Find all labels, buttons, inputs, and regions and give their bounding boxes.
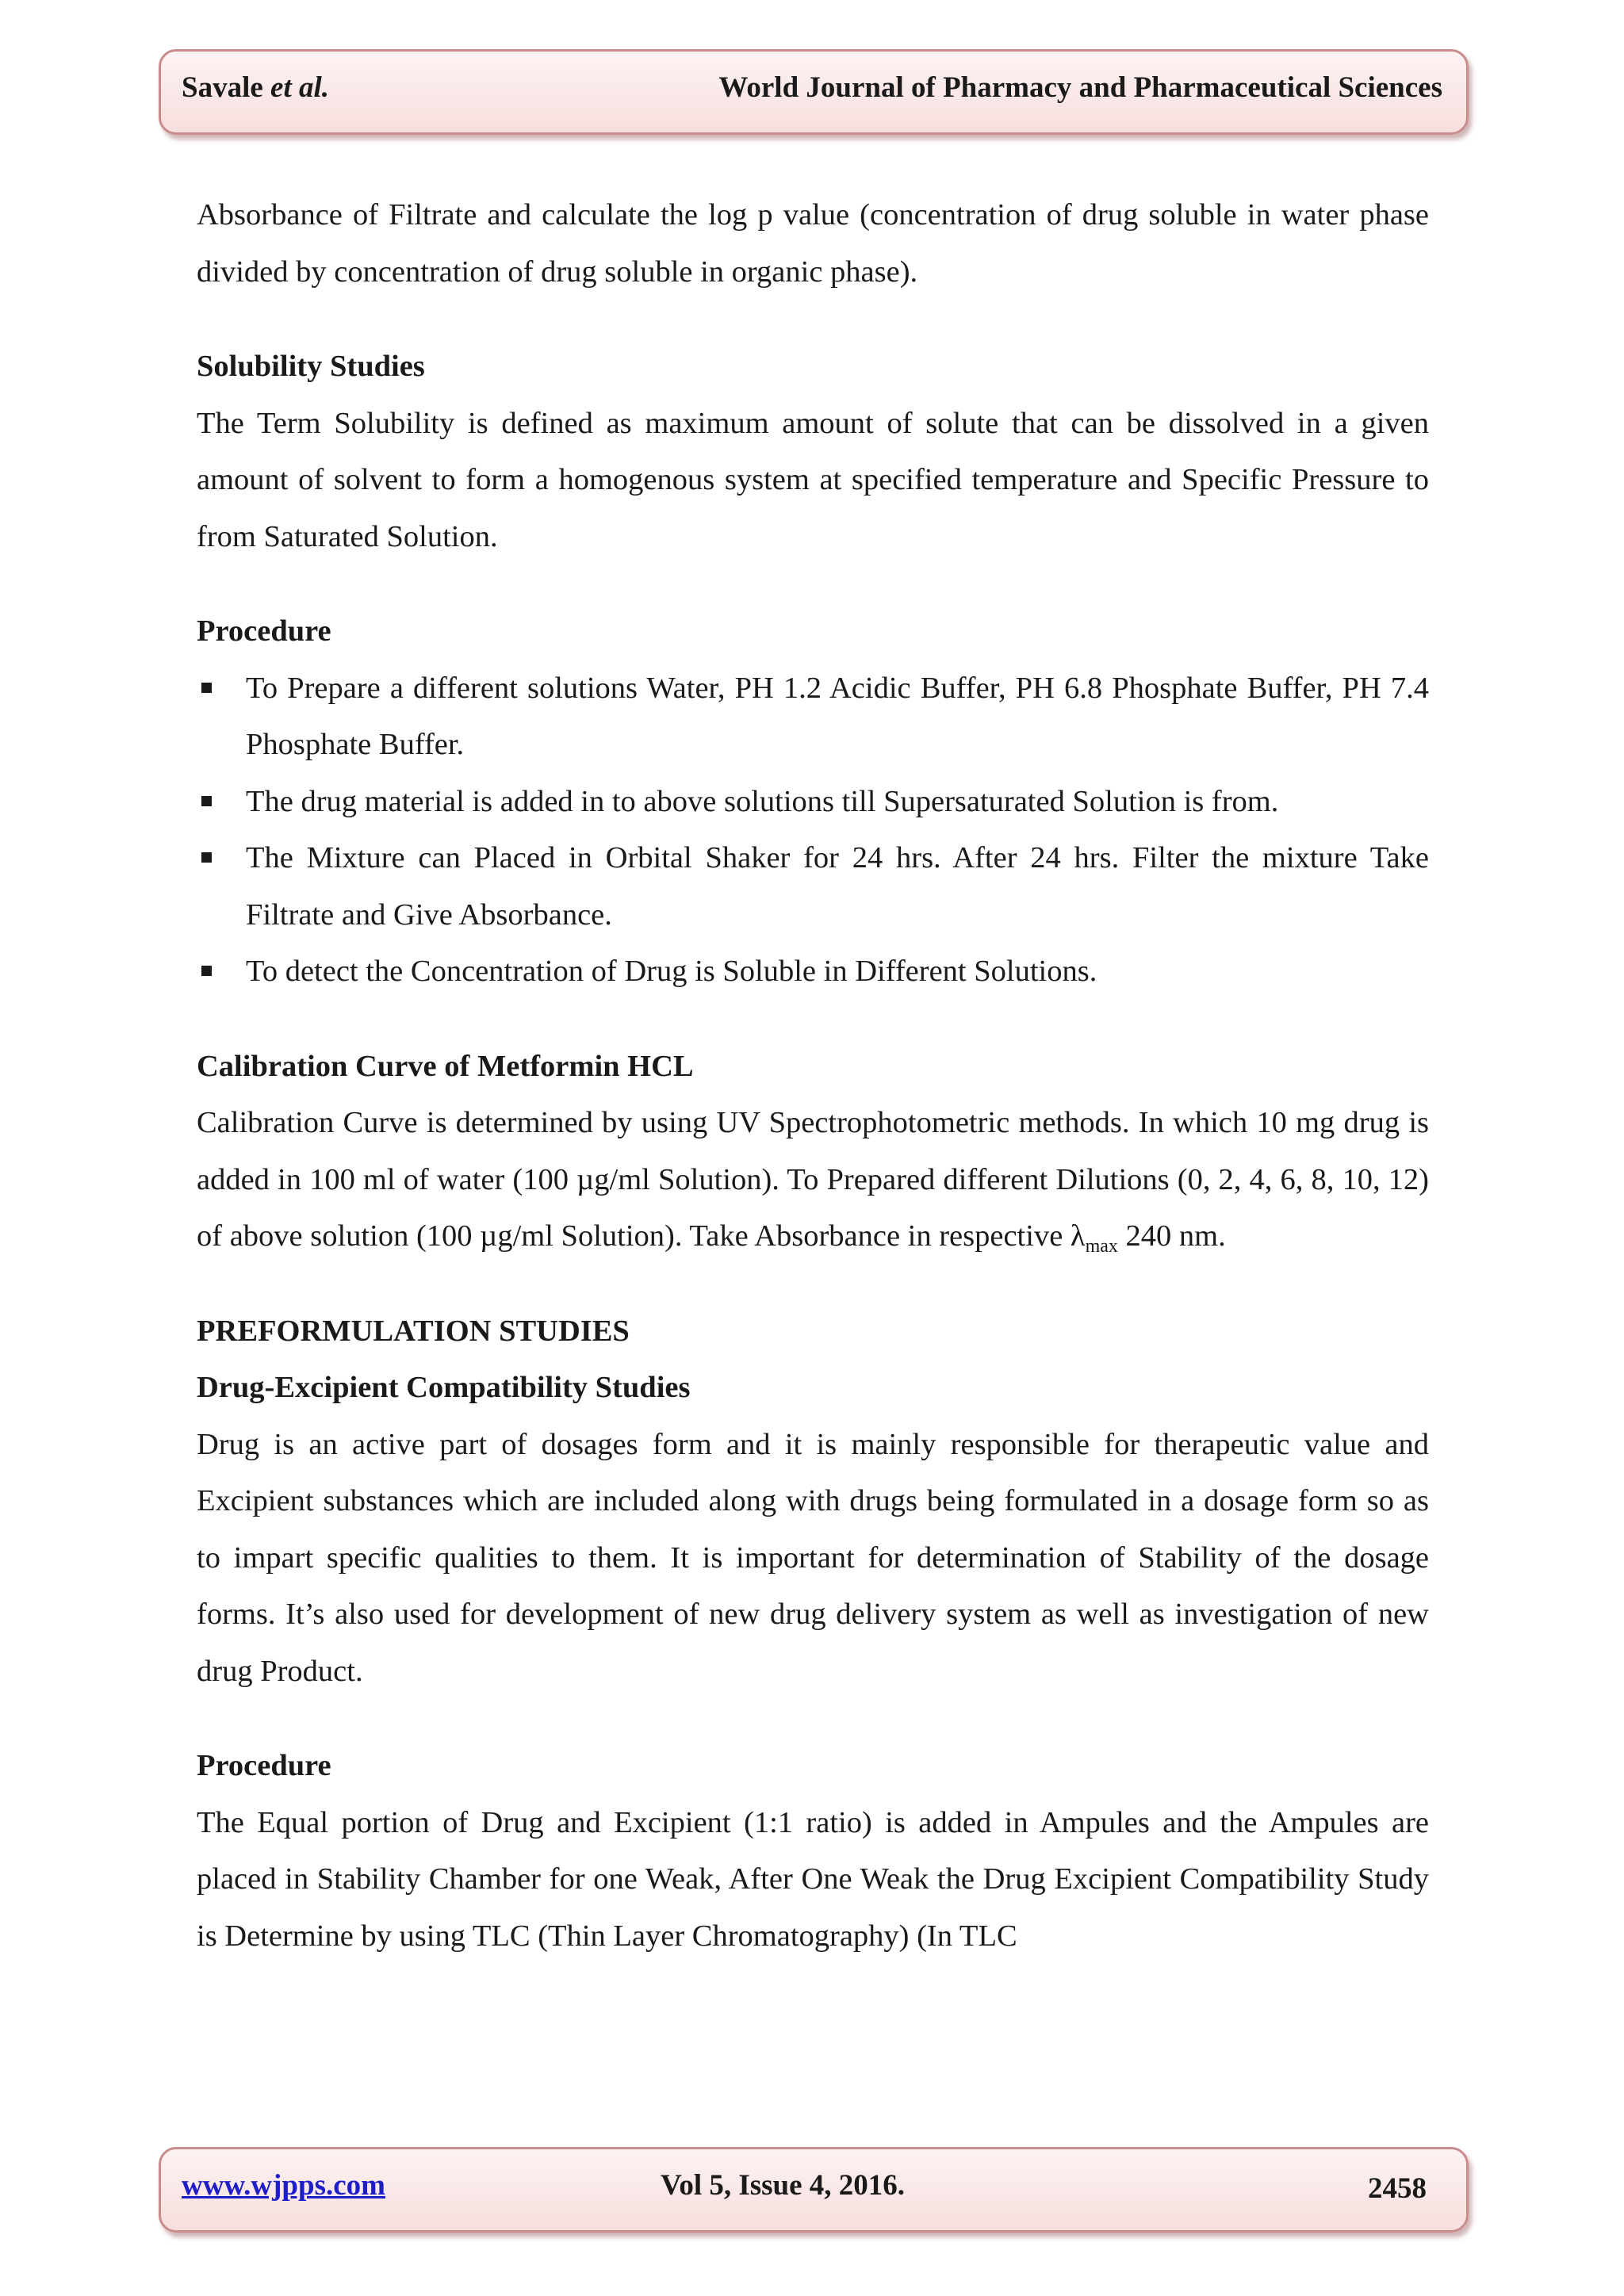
calibration-wavelength: 240 nm. (1117, 1219, 1226, 1253)
article-body (197, 187, 1429, 1965)
list-item-text: The drug material is added in to above solutions till Supersaturated Solution is from. (246, 784, 1279, 818)
section-gap (197, 1265, 1429, 1303)
section-gap (197, 1001, 1429, 1039)
page-footer (159, 2147, 1469, 2233)
list-item (197, 774, 1429, 831)
square-bullet-icon (201, 966, 212, 976)
page-number: 2458 (1368, 2172, 1427, 2205)
page-header (159, 49, 1469, 135)
section-heading-preformulation: PREFORMULATION STUDIES (197, 1314, 630, 1348)
journal-title: World Journal of Pharmacy and Pharmaceutical Sciences (718, 71, 1442, 104)
volume-issue: Vol 5, Issue 4, 2016. (661, 2169, 906, 2202)
calibration-text: Calibration Curve is determined by using UV Spectrophotometric methods. In which 10 mg drug is added in 100 ml of water (100 µg/ml Solution). To Prepared different Dilutions (0, 2, 4, 6, 8, 10, 12) of above solution (100 µg/ml Solution). Take Absorbance in respective λ (197, 1106, 1429, 1253)
compatibility-paragraph: Drug is an active part of dosages form and it is mainly responsible for therapeutic value and Excipient substances which are included along with drugs being formulated in a dosage form so as to impart specific qualities to them. It is important for determination of Stability of the dosage forms. It’s also used for development of new drug delivery system as well as investigation of new drug Product. (197, 1427, 1429, 1688)
journal-website-link[interactable]: www.wjpps.com (182, 2169, 385, 2202)
square-bullet-icon (201, 683, 212, 693)
solubility-paragraph: The Term Solubility is defined as maximum amount of solute that can be dissolved in a given amount of solvent to form a homogenous system at specified temperature and Specific Pressure to from Saturated Solution. (197, 406, 1429, 553)
section-subheading-compatibility: Drug-Excipient Compatibility Studies (197, 1371, 691, 1404)
calibration-paragraph (197, 1095, 1429, 1265)
section-gap (197, 300, 1429, 339)
intro-paragraph: Absorbance of Filtrate and calculate the log p value (concentration of drug soluble in water phase divided by concentration of drug soluble in organic phase). (197, 198, 1429, 289)
list-item (197, 830, 1429, 943)
list-item-text: To detect the Concentration of Drug is Soluble in Different Solutions. (246, 955, 1097, 988)
list-item (197, 943, 1429, 1001)
section-heading-procedure: Procedure (197, 614, 331, 648)
square-bullet-icon (201, 852, 212, 863)
section-heading-procedure-2: Procedure (197, 1749, 331, 1782)
list-item (197, 660, 1429, 774)
section-gap (197, 565, 1429, 603)
procedure-list (197, 660, 1429, 1001)
author-name: Savale (182, 71, 263, 104)
square-bullet-icon (201, 796, 212, 806)
list-item-text: To Prepare a different solutions Water, PH 1.2 Acidic Buffer, PH 6.8 Phosphate Buffer, PH 7.4 Phosphate Buffer. (246, 671, 1429, 761)
author-suffix: et al. (270, 71, 330, 104)
section-gap (197, 1700, 1429, 1738)
section-heading-calibration: Calibration Curve of Metformin HCL (197, 1049, 694, 1083)
section-heading-solubility: Solubility Studies (197, 350, 425, 383)
list-item-text: The Mixture can Placed in Orbital Shaker for 24 hrs. After 24 hrs. Filter the mixture Take Filtrate and Give Absorbance. (246, 841, 1429, 932)
author-line (182, 71, 329, 105)
procedure-2-paragraph: The Equal portion of Drug and Excipient (1:1 ratio) is added in Ampules and the Ampules are placed in Stability Chamber for one Weak, After One Weak the Drug Excipient Compatibility Study is Determine by using TLC (Thin Layer Chromatography) (In TLC (197, 1805, 1429, 1953)
lambda-max-subscript: max (1085, 1236, 1118, 1257)
